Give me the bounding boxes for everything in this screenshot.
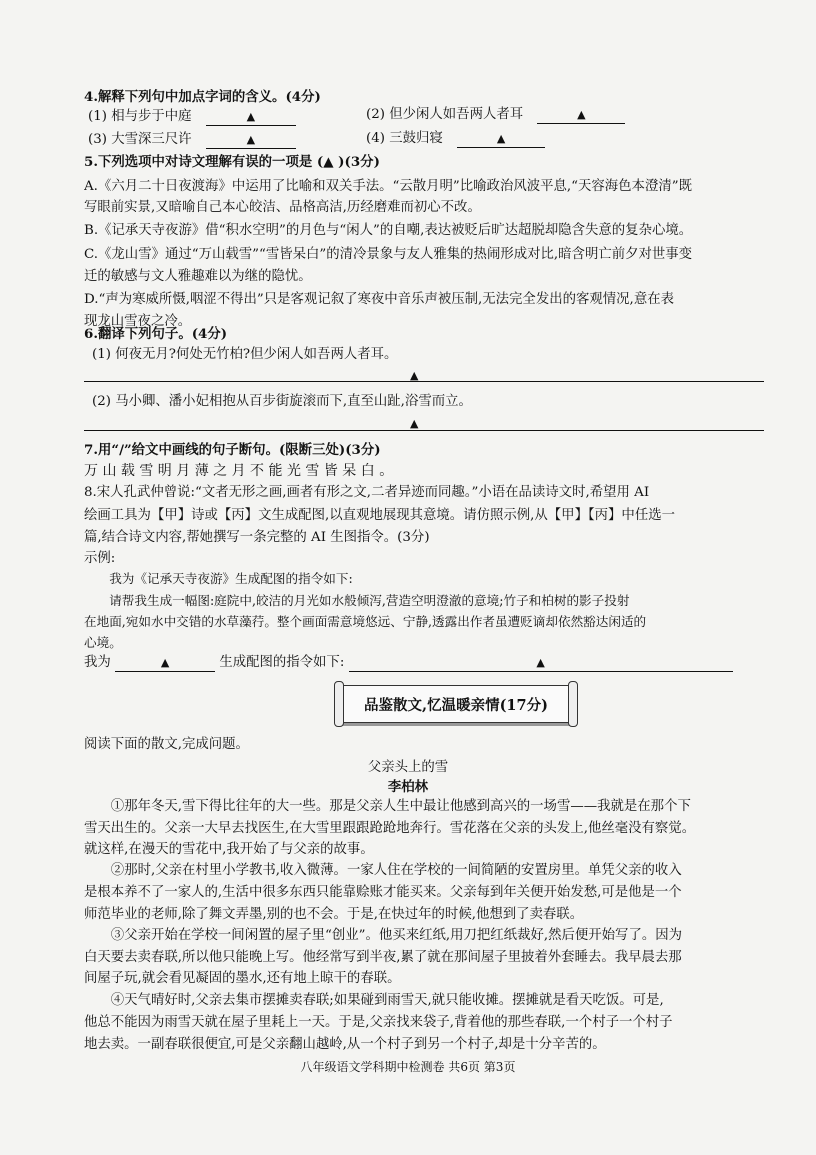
q8-line: 绘画工具为【甲】诗或【丙】文生成配图,以直观地展现其意境。请仿照示例,从【甲】【丙】中任选一 (84, 508, 675, 523)
answer-line[interactable] (84, 430, 764, 431)
q4-item-1-label: (1) 相与步于中庭 (88, 109, 192, 124)
reading-paragraph-line: 间屋子玩,就会看见凝固的墨水,还有地上晾干的春联。 (84, 971, 401, 986)
q5-stem: 5.下列选项中对诗文理解有误的一项是 (▲ )(3分) (84, 154, 380, 170)
q5-line: B.《记承天寺夜游》借“积水空明”的月色与“闲人”的自嘲,表达被贬后旷达超脱却隐含失意的复杂心境。 (84, 223, 693, 238)
example-title: 我为《记承天寺夜游》生成配图的指令如下: (109, 571, 353, 586)
reading-paragraph-line: 师范毕业的老师,除了舞文弄墨,别的也不会。于是,在快过年的时候,他想到了卖春联。 (84, 907, 584, 922)
mark-triangle: ▲ (160, 656, 170, 669)
section-banner-text: 品鉴散文,忆温暖亲情(17分) (364, 696, 548, 714)
q4-item-2-blank[interactable] (537, 107, 625, 124)
section-banner (340, 685, 572, 723)
reading-paragraph-line: ①那年冬天,雪下得比往年的大一些。那是父亲人生中最让他感到高兴的一场雪——我就是在那个下 (110, 799, 691, 814)
q5-line: 写眼前实景,又暗喻自己本心皎洁、品格高洁,历经磨难而初心不改。 (84, 200, 481, 215)
page-footer: 八年级语文学科期中检测卷 共6页 第3页 (300, 1060, 516, 1074)
reading-paragraph-line: ④天气晴好时,父亲去集市摆摊卖春联;如果碰到雨雪天,就只能收摊。摆摊就是看天吃饭。可是, (110, 993, 664, 1008)
reading-paragraph-line: ②那时,父亲在村里小学教书,收入微薄。一家人住在学校的一间简陋的安置房里。单凭父亲的收入 (110, 863, 682, 878)
reading-paragraph-line: 就这样,在漫天的雪花中,我开始了与父亲的故事。 (84, 842, 374, 857)
q8-line: 篇,结合诗文内容,帮她撰写一条完整的 AI 生图指令。(3分) (84, 530, 430, 545)
q8-title-blank[interactable] (115, 655, 215, 672)
reading-paragraph-line: 是根本养不了一家人的,生活中很多东西只能靠赊账才能买来。父亲每到年关便开始发愁,可是他是一个 (84, 885, 682, 900)
q7-sentence: 万 山 载 雪 明 月 薄 之 月 不 能 光 雪 皆 呆 白 。 (84, 463, 394, 479)
q7-stem: 7.用“/”给文中画线的句子断句。(限断三处)(3分) (84, 442, 381, 458)
example-body: 在地面,宛如水中交错的水草藻荇。整个画面需意境悠远、宁静,透露出作者虽遭贬谪却依然豁达闲适的 (84, 614, 647, 629)
reading-author: 李柏林 (387, 779, 429, 795)
mark-triangle: ▲ (246, 110, 256, 123)
mark-triangle: ▲ (496, 132, 506, 145)
q4-item-1 (88, 108, 296, 126)
q5-line: 迁的敏感与文人雅趣难以为继的隐忧。 (84, 269, 312, 284)
q4-item-2 (366, 106, 625, 124)
q4-stem: 4.解释下列句中加点字词的含义。(4分) (84, 89, 321, 105)
example-body: 请帮我生成一幅图:庭院中,皎洁的月光如水般倾泻,营造空明澄澈的意境;竹子和柏树的影子投射 (109, 593, 630, 608)
q4-item-2-label: (2) 但少闲人如吾两人者耳 (366, 107, 524, 122)
q4-item-4-blank[interactable] (457, 131, 545, 148)
q4-item-3-blank[interactable] (206, 132, 296, 149)
q5-line: A.《六月二十日夜渡海》中运用了比喻和双关手法。“云散月明”比喻政治风波平息,“天容海色本澄清”既 (84, 179, 692, 194)
answer-mark: ▲ (410, 417, 419, 430)
reading-intro: 阅读下面的散文,完成问题。 (84, 737, 249, 752)
mark-triangle: ▲ (246, 133, 256, 146)
example-label: 示例: (84, 551, 116, 566)
q4-item-3 (88, 131, 296, 149)
q8-answer-prefix: 我为 (84, 655, 111, 670)
mark-triangle: ▲ (577, 108, 586, 121)
answer-mark: ▲ (410, 369, 419, 382)
reading-paragraph-line: 雪天出生的。父亲一大早去找医生,在大雪里跟跟跄跄地奔行。雪花落在父亲的头发上,他丝毫没有察觉。 (84, 821, 696, 836)
reading-paragraph-line: 地去卖。一副春联很便宜,可是父亲翻山越岭,从一个村子到另一个村子,却是十分辛苦的。 (84, 1037, 606, 1052)
q5-line: C.《龙山雪》通过“万山载雪”“雪皆呆白”的清冷景象与友人雅集的热闹形成对比,暗含明亡前夕对世事变 (84, 247, 693, 262)
q4-item-4 (366, 130, 545, 148)
mark-triangle: ▲ (536, 656, 545, 669)
q4-item-1-blank[interactable] (206, 109, 296, 126)
q4-item-3-label: (3) 大雪深三尺许 (88, 132, 192, 147)
reading-paragraph-line: 白天要去卖春联,所以他只能晚上写。他经常写到半夜,累了就在那间屋子里披着外套睡去。我早晨去那 (84, 950, 682, 965)
q6-sentence-1: (1) 何夜无月?何处无竹柏?但少闲人如吾两人者耳。 (92, 347, 398, 362)
q8-line: 8.宋人孔武仲曾说:“文者无形之画,画者有形之文,二者异迹而同趣。”小语在品读诗文时,希望用 AI (84, 485, 650, 500)
q4-item-4-label: (4) 三鼓归寝 (366, 131, 443, 146)
reading-title: 父亲头上的雪 (367, 760, 449, 775)
reading-paragraph-line: 他总不能因为雨雪天就在屋子里耗上一天。于是,父亲找来袋子,背着他的那些春联,一个村子一个村子 (84, 1015, 673, 1030)
q8-answer-middle: 生成配图的指令如下: (219, 655, 345, 670)
example-body: 心境。 (84, 635, 122, 650)
q6-stem: 6.翻译下列句子。(4分) (84, 326, 228, 342)
q8-instruction-blank[interactable] (349, 655, 733, 672)
q8-answer-row (84, 654, 733, 672)
q6-sentence-2: (2) 马小卿、潘小妃相抱从百步街旋滚而下,直至山趾,浴雪而立。 (92, 394, 472, 409)
q5-line: 现龙山雪夜之冷。 (84, 314, 192, 329)
q5-line: D.“声为寒威所慑,咽涩不得出”只是客观记叙了寒夜中音乐声被压制,无法完全发出的客观情况,意在表 (84, 292, 674, 307)
reading-paragraph-line: ③父亲开始在学校一间闲置的屋子里“创业”。他买来红纸,用刀把红纸裁好,然后便开始写了。因为 (110, 928, 683, 943)
answer-line[interactable] (84, 381, 764, 382)
